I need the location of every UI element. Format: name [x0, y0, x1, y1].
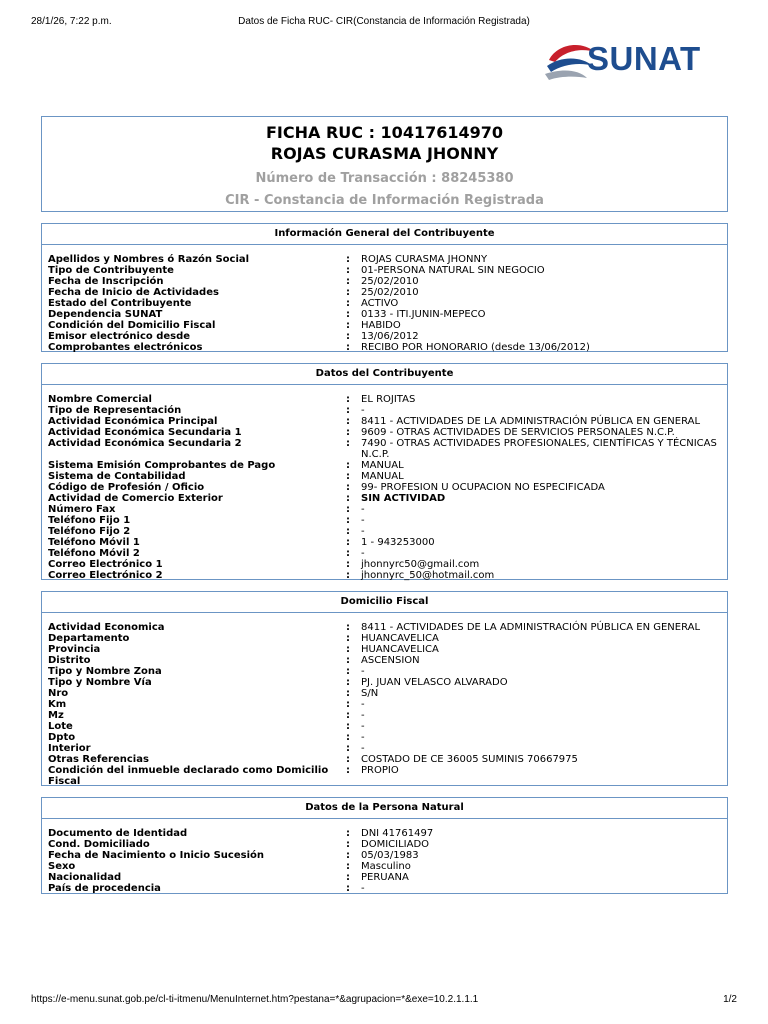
field-label: País de procedencia: [48, 883, 161, 894]
field-separator: :: [346, 570, 350, 581]
field-separator: :: [346, 405, 350, 416]
field-value: ACTIVO: [361, 298, 399, 309]
field-label: Lote: [48, 721, 73, 732]
field-separator: :: [346, 438, 350, 449]
field-value: 9609 - OTRAS ACTIVIDADES DE SERVICIOS PERSONALES N.C.P.: [361, 427, 675, 438]
field-separator: :: [346, 515, 350, 526]
field-row: [48, 265, 727, 276]
field-separator: :: [346, 721, 350, 732]
field-row: [48, 471, 727, 482]
section-rows: [42, 819, 727, 894]
field-label: Actividad Económica Secundaria 2: [48, 438, 242, 449]
field-row: [48, 570, 727, 581]
print-title: Datos de Ficha RUC- CIR(Constancia de Información Registrada): [238, 16, 530, 27]
section-title: Domicilio Fiscal: [42, 592, 727, 613]
field-separator: :: [346, 872, 350, 883]
field-label: Teléfono Móvil 1: [48, 537, 140, 548]
field-row: [48, 438, 727, 460]
section-general: [41, 223, 728, 352]
field-separator: :: [346, 699, 350, 710]
field-separator: :: [346, 850, 350, 861]
field-value: HABIDO: [361, 320, 401, 331]
field-row: [48, 287, 727, 298]
field-value: 99- PROFESION U OCUPACION NO ESPECIFICADA: [361, 482, 605, 493]
field-row: [48, 460, 727, 471]
field-row: [48, 515, 727, 526]
field-row: [48, 883, 727, 894]
field-label: Nombre Comercial: [48, 394, 152, 405]
field-value: 01-PERSONA NATURAL SIN NEGOCIO: [361, 265, 545, 276]
field-value: ASCENSION: [361, 655, 420, 666]
field-value: SIN ACTIVIDAD: [361, 493, 446, 504]
field-label: Dpto: [48, 732, 76, 743]
field-row: [48, 394, 727, 405]
field-separator: :: [346, 828, 350, 839]
field-separator: :: [346, 320, 350, 331]
field-row: [48, 644, 727, 655]
field-row: [48, 548, 727, 559]
transaction-number: Número de Transacción : 88245380: [255, 171, 514, 186]
field-label: Cond. Domiciliado: [48, 839, 150, 850]
field-value: 0133 - ITI.JUNIN-MEPECO: [361, 309, 486, 320]
field-row: [48, 688, 727, 699]
field-separator: :: [346, 710, 350, 721]
field-row: [48, 699, 727, 710]
field-row: [48, 850, 727, 861]
field-row: [48, 721, 727, 732]
field-separator: :: [346, 276, 350, 287]
field-value: 7490 - OTRAS ACTIVIDADES PROFESIONALES, CIENTÍFICAS Y TÉCNICAS N.C.P.: [361, 438, 717, 460]
field-row: [48, 677, 727, 688]
print-datetime: 28/1/26, 7:22 p.m.: [31, 16, 112, 27]
field-row: [48, 559, 727, 570]
field-row: [48, 710, 727, 721]
field-value: Masculino: [361, 861, 411, 872]
field-value: MANUAL: [361, 471, 404, 482]
field-label: Actividad Económica Secundaria 1: [48, 427, 242, 438]
field-value: -: [361, 721, 365, 732]
field-separator: :: [346, 394, 350, 405]
field-value: -: [361, 732, 365, 743]
field-separator: :: [346, 471, 350, 482]
field-separator: :: [346, 287, 350, 298]
field-separator: :: [346, 688, 350, 699]
field-row: [48, 298, 727, 309]
field-label: Estado del Contribuyente: [48, 298, 192, 309]
field-row: [48, 765, 727, 787]
field-separator: :: [346, 861, 350, 872]
field-row: [48, 482, 727, 493]
field-separator: :: [346, 504, 350, 515]
field-label: Tipo y Nombre Vía: [48, 677, 152, 688]
field-label: Actividad de Comercio Exterior: [48, 493, 223, 504]
field-label: Condición del Domicilio Fiscal: [48, 320, 216, 331]
section-rows: [42, 245, 727, 353]
section-persona: [41, 797, 728, 894]
field-value: -: [361, 883, 365, 894]
field-label: Mz: [48, 710, 64, 721]
field-separator: :: [346, 548, 350, 559]
field-value: PERUANA: [361, 872, 409, 883]
field-separator: :: [346, 655, 350, 666]
field-value: 25/02/2010: [361, 287, 419, 298]
field-row: [48, 342, 727, 353]
field-label: Correo Electrónico 1: [48, 559, 163, 570]
field-label: Distrito: [48, 655, 91, 666]
field-row: [48, 754, 727, 765]
field-value: jhonnyrc_50@hotmail.com: [361, 570, 495, 581]
field-separator: :: [346, 460, 350, 471]
field-row: [48, 655, 727, 666]
section-rows: [42, 385, 727, 581]
field-value: 25/02/2010: [361, 276, 419, 287]
field-value: -: [361, 710, 365, 721]
field-separator: :: [346, 754, 350, 765]
print-url: https://e-menu.sunat.gob.pe/cl-ti-itmenu/MenuInternet.htm?pestana=*&agrupacion=*&exe=10.2.1.1.1: [31, 994, 479, 1005]
field-label: Tipo y Nombre Zona: [48, 666, 162, 677]
field-row: [48, 493, 727, 504]
field-value: 1 - 943253000: [361, 537, 435, 548]
field-value: ROJAS CURASMA JHONNY: [361, 254, 488, 265]
field-separator: :: [346, 537, 350, 548]
field-value: 8411 - ACTIVIDADES DE LA ADMINISTRACIÓN PÚBLICA EN GENERAL: [361, 416, 701, 427]
field-label: Actividad Economica: [48, 622, 165, 633]
field-separator: :: [346, 732, 350, 743]
field-row: [48, 504, 727, 515]
field-value: 13/06/2012: [361, 331, 419, 342]
field-separator: :: [346, 765, 350, 776]
field-separator: :: [346, 427, 350, 438]
field-label: Teléfono Fijo 2: [48, 526, 131, 537]
sunat-logo: [543, 38, 728, 88]
sunat-logo-text: SUNAT: [587, 40, 701, 77]
field-row: [48, 872, 727, 883]
field-row: [48, 828, 727, 839]
field-label: Provincia: [48, 644, 101, 655]
ficha-header-box: [41, 116, 728, 212]
field-separator: :: [346, 526, 350, 537]
field-label: Dependencia SUNAT: [48, 309, 163, 320]
field-label: Fecha de Nacimiento o Inicio Sucesión: [48, 850, 264, 861]
field-separator: :: [346, 482, 350, 493]
field-value: -: [361, 699, 365, 710]
field-separator: :: [346, 254, 350, 265]
field-value: PROPIO: [361, 765, 399, 776]
field-label: Correo Electrónico 2: [48, 570, 163, 581]
field-row: [48, 320, 727, 331]
field-label: Otras Referencias: [48, 754, 149, 765]
field-label: Sistema de Contabilidad: [48, 471, 186, 482]
field-separator: :: [346, 416, 350, 427]
field-separator: :: [346, 331, 350, 342]
field-row: [48, 427, 727, 438]
field-value: DOMICILIADO: [361, 839, 430, 850]
field-value: -: [361, 666, 365, 677]
field-row: [48, 839, 727, 850]
field-row: [48, 405, 727, 416]
field-separator: :: [346, 342, 350, 353]
field-value: DNI 41761497: [361, 828, 434, 839]
field-label: Nacionalidad: [48, 872, 122, 883]
field-row: [48, 331, 727, 342]
field-value: HUANCAVELICA: [361, 633, 439, 644]
field-row: [48, 309, 727, 320]
field-row: [48, 633, 727, 644]
field-separator: :: [346, 265, 350, 276]
field-separator: :: [346, 743, 350, 754]
page-number: 1/2: [723, 994, 737, 1005]
field-label: Sistema Emisión Comprobantes de Pago: [48, 460, 276, 471]
field-label: Sexo: [48, 861, 76, 872]
field-value: -: [361, 526, 365, 537]
section-title: Información General del Contribuyente: [42, 224, 727, 245]
field-value: 8411 - ACTIVIDADES DE LA ADMINISTRACIÓN PÚBLICA EN GENERAL: [361, 622, 701, 633]
field-label: Condición del inmueble declarado como Domicilio Fiscal: [48, 765, 329, 787]
field-row: [48, 537, 727, 548]
field-value: PJ. JUAN VELASCO ALVARADO: [361, 677, 508, 688]
field-label: Tipo de Contribuyente: [48, 265, 174, 276]
field-label: Fecha de Inicio de Actividades: [48, 287, 219, 298]
section-domicilio: [41, 591, 728, 786]
field-row: [48, 666, 727, 677]
field-row: [48, 622, 727, 633]
section-rows: [42, 613, 727, 787]
section-contribuyente: [41, 363, 728, 580]
field-row: [48, 743, 727, 754]
field-label: Tipo de Representación: [48, 405, 182, 416]
field-label: Apellidos y Nombres ó Razón Social: [48, 254, 250, 265]
field-label: Departamento: [48, 633, 130, 644]
field-label: Documento de Identidad: [48, 828, 188, 839]
field-label: Actividad Económica Principal: [48, 416, 218, 427]
field-row: [48, 276, 727, 287]
field-value: -: [361, 743, 365, 754]
field-label: Nro: [48, 688, 69, 699]
field-separator: :: [346, 633, 350, 644]
field-separator: :: [346, 559, 350, 570]
field-value: HUANCAVELICA: [361, 644, 439, 655]
field-value: -: [361, 515, 365, 526]
field-value: RECIBO POR HONORARIO (desde 13/06/2012): [361, 342, 590, 353]
field-row: [48, 861, 727, 872]
field-separator: :: [346, 622, 350, 633]
field-row: [48, 732, 727, 743]
field-value: EL ROJITAS: [361, 394, 416, 405]
section-title: Datos de la Persona Natural: [42, 798, 727, 819]
field-value: MANUAL: [361, 460, 404, 471]
field-value: jhonnyrc50@gmail.com: [361, 559, 480, 570]
field-label: Km: [48, 699, 67, 710]
field-separator: :: [346, 298, 350, 309]
field-separator: :: [346, 644, 350, 655]
field-row: [48, 526, 727, 537]
ficha-ruc-title: FICHA RUC : 10417614970: [265, 123, 504, 142]
field-row: [48, 254, 727, 265]
section-title: Datos del Contribuyente: [42, 364, 727, 385]
field-separator: :: [346, 493, 350, 504]
field-value: S/N: [361, 688, 379, 699]
field-separator: :: [346, 839, 350, 850]
field-value: COSTADO DE CE 36005 SUMINIS 70667975: [361, 754, 578, 765]
field-separator: :: [346, 309, 350, 320]
field-value: -: [361, 405, 365, 416]
field-label: Teléfono Móvil 2: [48, 548, 140, 559]
field-separator: :: [346, 677, 350, 688]
taxpayer-name: ROJAS CURASMA JHONNY: [270, 144, 499, 163]
field-label: Número Fax: [48, 504, 116, 515]
field-label: Teléfono Fijo 1: [48, 515, 131, 526]
field-label: Fecha de Inscripción: [48, 276, 164, 287]
field-value: 05/03/1983: [361, 850, 419, 861]
field-separator: :: [346, 666, 350, 677]
field-value: -: [361, 504, 365, 515]
cir-subtitle: CIR - Constancia de Información Registrada: [225, 193, 544, 208]
field-label: Comprobantes electrónicos: [48, 342, 203, 353]
field-value: -: [361, 548, 365, 559]
field-row: [48, 416, 727, 427]
field-separator: :: [346, 883, 350, 894]
field-label: Código de Profesión / Oficio: [48, 482, 205, 493]
field-label: Emisor electrónico desde: [48, 331, 191, 342]
field-label: Interior: [48, 743, 91, 754]
